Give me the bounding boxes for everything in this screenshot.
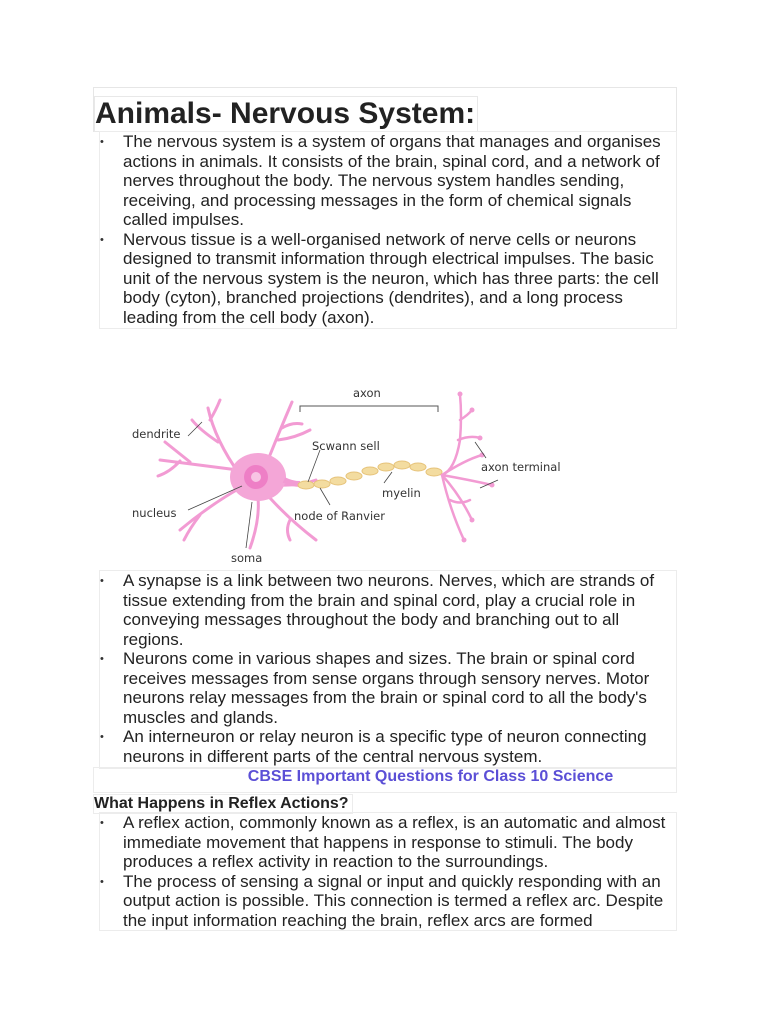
bullet-icon: •: [100, 653, 104, 665]
label-myelin: myelin: [382, 486, 421, 500]
label-schwann: Scwann sell: [312, 439, 380, 453]
bullet-icon: •: [100, 875, 104, 888]
label-soma: soma: [231, 551, 263, 565]
cbse-questions-link[interactable]: CBSE Important Questions for Class 10 Science: [247, 768, 614, 785]
label-nucleus: nucleus: [132, 506, 177, 520]
page-title: Animals- Nervous System:: [94, 96, 478, 132]
label-dendrite: dendrite: [132, 427, 181, 441]
section-heading: What Happens in Reflex Actions?: [93, 794, 353, 814]
list-item: [100, 872, 676, 931]
axon-bracket: [300, 406, 438, 412]
neuron-diagram: [120, 380, 590, 570]
bullet-icon: •: [100, 817, 104, 829]
list-item: [100, 230, 676, 328]
list-item-text: The process of sensing a signal or input and quickly responding with an output action is possible. This connection is termed a reflex arc. Despite the input information reaching the brain, reflex arcs are formed: [123, 871, 664, 930]
list-item-text: Neurons come in various shapes and sizes. The brain or spinal cord receives messages from sense organs through sensory nerves. Motor neurons relay messages from the brain or spinal cord to all the body's muscles and glands.: [123, 649, 650, 727]
list-item: [100, 132, 676, 230]
list-item: [100, 727, 676, 766]
list-item: [100, 813, 676, 872]
cbse-questions-link-row: [0, 767, 768, 787]
list-item-text: Nervous tissue is a well-organised network of nerve cells or neurons designed to transmit information through electrical impulses. The basic unit of the nervous system is the neuron, which has three parts: the cell body (cyton), branched projections (dendrites), and a long process leading from the cell body (axon).: [123, 229, 659, 327]
reflex-list: [99, 812, 677, 931]
list-item-text: A synapse is a link between two neurons. Nerves, which are strands of tissue extending from the brain and spinal cord, play a crucial role in conveying messages throughout the body and branching out to all regions.: [123, 571, 655, 649]
bullet-icon: •: [100, 575, 104, 587]
list-item: [100, 649, 676, 727]
label-axon: axon: [353, 386, 381, 400]
list-item: [100, 571, 676, 649]
bullet-icon: •: [100, 136, 104, 148]
label-axon-terminal: axon terminal: [481, 460, 561, 474]
myelin-sheath: [298, 461, 442, 489]
bullet-icon: •: [100, 233, 104, 246]
bullet-icon: •: [100, 731, 104, 743]
label-node-of-ranvier: node of Ranvier: [294, 509, 385, 523]
intro-list: [99, 131, 677, 329]
list-item-text: The nervous system is a system of organs that manages and organises actions in animals. It consists of the brain, spinal cord, and a network of nerves throughout the body. The nervous system handles sending, receiving, and processing messages in the form of chemical signals called impulses.: [123, 132, 661, 229]
list-item-text: A reflex action, commonly known as a reflex, is an automatic and almost immediate movement that happens in response to stimuli. The body produces a reflex activity in reaction to the surroundings.: [123, 813, 666, 871]
synapse-list: [99, 570, 677, 769]
list-item-text: An interneuron or relay neuron is a specific type of neuron connecting neurons in different parts of the central nervous system.: [123, 727, 647, 766]
